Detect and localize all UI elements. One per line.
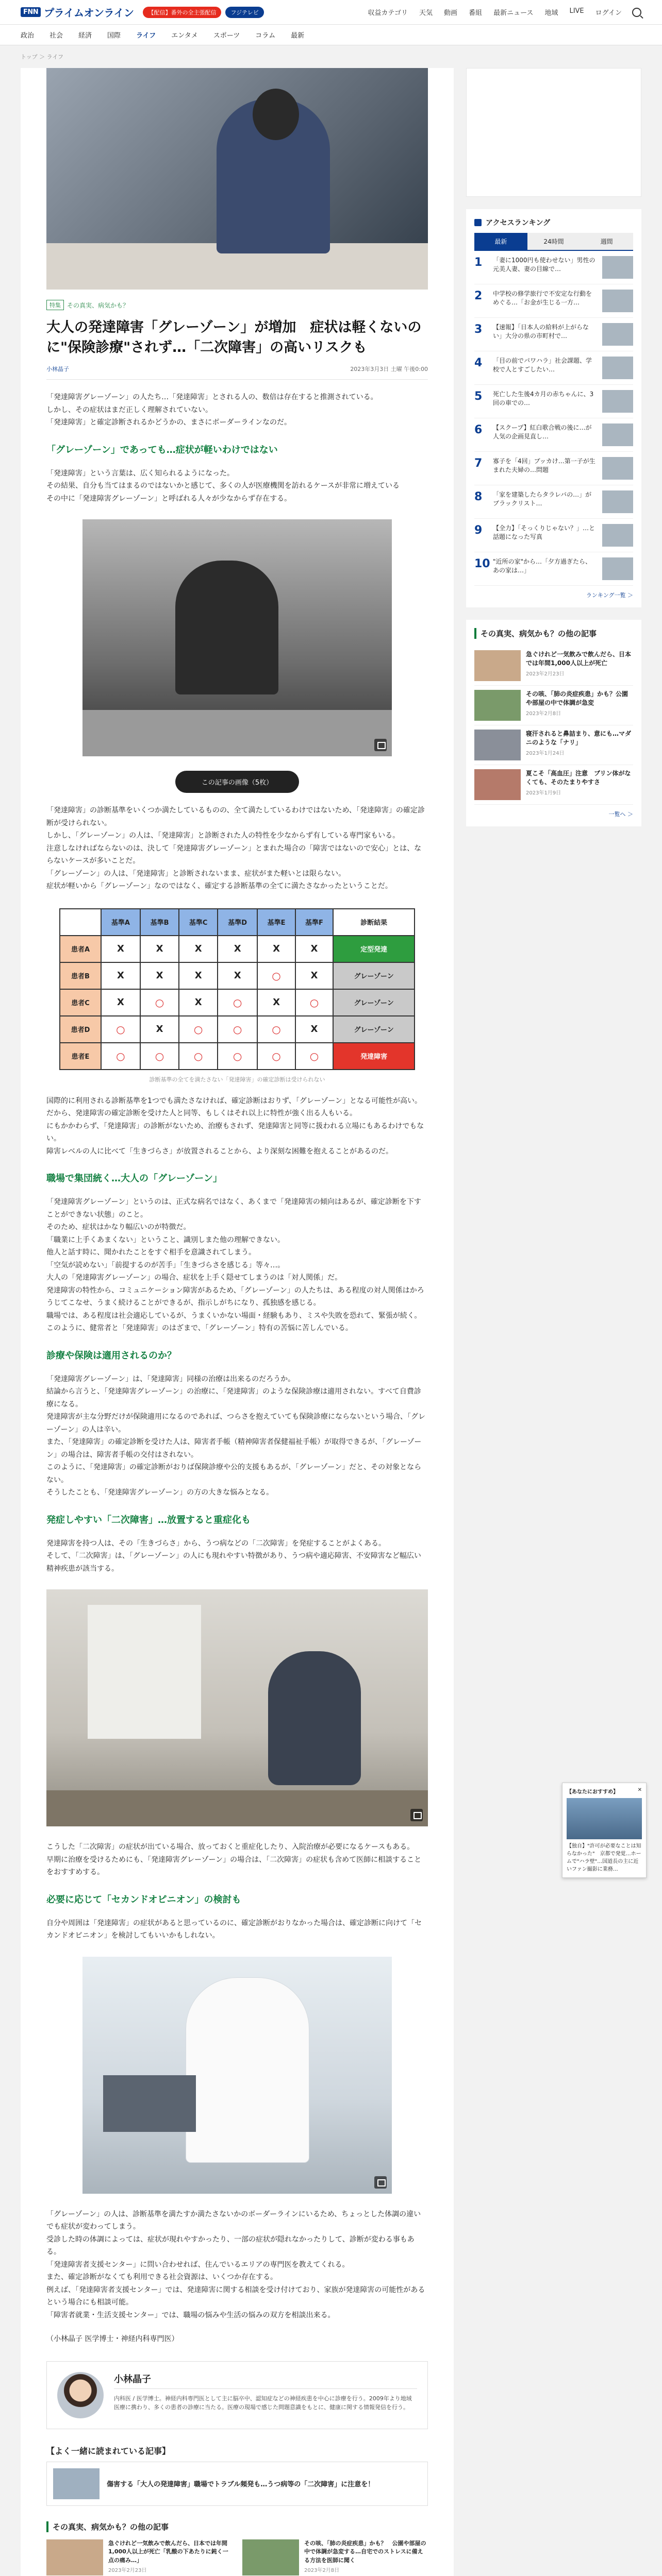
- ranking-item[interactable]: [474, 519, 633, 552]
- rank-title: 中学校の修学旅行で不安定な行動をめぐる…「お金が生じる一方…: [493, 290, 592, 307]
- rank-number: 5: [474, 390, 483, 403]
- logo-mark: FNN: [21, 7, 41, 17]
- criteria-met-cell: ○: [179, 1043, 218, 1070]
- criteria-unmet-cell: X: [257, 936, 295, 962]
- criteria-unmet-cell: X: [257, 989, 295, 1016]
- article-date: 2023年3月3日 土曜 午後0:00: [350, 366, 428, 373]
- category-nav: [0, 25, 662, 45]
- list-thumbnail: [474, 650, 521, 681]
- photo-doctor-coat: [186, 1977, 309, 2163]
- text-line: また、「発達障害」の確定診断を受けた人は、障害者手帳（精神障害者保健福祉手帳）が取得できるが、「グレーゾーン」の場合は、障害者手帳の交付はされない。: [46, 1438, 422, 1459]
- criteria-unmet-cell: X: [295, 936, 333, 962]
- list-title: 寝汗されると鼻詰まり、意にも…マダニのような「ナリ」: [526, 730, 632, 747]
- top-nav-item[interactable]: LIVE: [569, 7, 584, 15]
- criteria-met-cell: ○: [218, 1043, 257, 1070]
- text-line: だから、発達障害の確定診断を受けた人と同等、もしくはそれ以上に特性が強く出る人もいる。: [46, 1109, 357, 1118]
- byline: （小林晶子 医学博士・神経内科専門医）: [46, 2335, 179, 2344]
- table-row: [60, 936, 415, 962]
- rank-thumbnail: [602, 323, 633, 346]
- table-row: [60, 1043, 415, 1070]
- criteria-unmet-cell: X: [101, 989, 140, 1016]
- text-line: 結論から言うと、「発達障害グレーゾーン」の治療に、「発達障害」のような保険診療は適用されない。すべて自費診療になる。: [46, 1387, 421, 1409]
- related-heading: 【よく一緒に読まれている記事】: [46, 2446, 171, 2456]
- close-icon[interactable]: ✕: [637, 1787, 642, 1793]
- series-articles: [46, 2521, 428, 2576]
- criteria-unmet-cell: X: [179, 936, 218, 962]
- list-date: 2023年2月8日: [526, 710, 561, 717]
- row-label: 患者A: [60, 936, 101, 962]
- rank-thumbnail: [602, 490, 633, 513]
- category-tab-active[interactable]: ライフ: [136, 32, 156, 40]
- text-line: 早期に治療を受けるためにも、「発達障害グレーゾーン」の場合は、「二次障害」の症状も含めて医師に相談することをおすすめする。: [46, 1855, 422, 1877]
- article-photo-doctor[interactable]: [82, 1957, 392, 2194]
- list-date: 2023年2月8日: [304, 2568, 340, 2574]
- list-item[interactable]: [474, 686, 633, 725]
- ranking-heading: [474, 217, 633, 228]
- breadcrumb[interactable]: トップ ＞ ライフ: [21, 54, 64, 60]
- top-nav-item[interactable]: 最新ニュース: [493, 9, 534, 17]
- rank-number: 2: [474, 290, 483, 302]
- author-bio: 内科医 / 医学博士。神経内科専門医として主に脳卒中、認知症などの神経疾患を中心に診療を行う。2009年より地域医療に携わり、多くの患者の診療に当たる。医療の現場で感じた問題意識をもとに、健康に関する情報発信を行う。: [114, 2395, 412, 2411]
- table-header: 基準F: [295, 909, 333, 936]
- rank-title: "近所の家"から…「夕方過ぎたら、あの家は…」: [493, 558, 592, 574]
- paragraph: [46, 1095, 428, 1158]
- content-layout: [0, 68, 662, 2576]
- criteria-met-cell: ○: [101, 1016, 140, 1043]
- text-line: 「発達障害」という言葉は、広く知られるようになった。: [46, 469, 234, 478]
- photo-window: [88, 1605, 201, 1739]
- text-line: 「職業に上手くあまくない」ということ、識別しまた他の理解できない。: [46, 1235, 285, 1244]
- section-heading: 診療や保険は適用されるのか？: [46, 1350, 176, 1361]
- criteria-met-cell: ○: [218, 989, 257, 1016]
- series-grid: [46, 2539, 428, 2576]
- rank-number: 1: [474, 256, 483, 269]
- criteria-unmet-cell: X: [179, 962, 218, 989]
- category-tab[interactable]: エンタメ: [171, 32, 198, 40]
- photo-child-figure: [268, 1651, 361, 1785]
- diagnosis-table[interactable]: [59, 908, 415, 1070]
- text-line: 受診した時の体調によっては、症状が現れやすかったり、一部の症状が隠れなかったりして、診断が変わる事もある。: [46, 2235, 415, 2257]
- expand-icon[interactable]: [374, 739, 387, 751]
- table-caption: 診断基準の全てを満たさない「発達障害」の確定診断は受けられない: [149, 1076, 325, 1083]
- paragraph: [46, 1537, 428, 1575]
- article-title: 大人の発達障害「グレーゾーン」が増加 症状は軽くないのに"保険診療"されず…「二次障害」の高いリスクも: [46, 319, 422, 356]
- popup-thumbnail[interactable]: [567, 1798, 642, 1839]
- diagnosis-result-cell: 定型発達: [333, 936, 415, 962]
- paragraph-intro: [46, 391, 428, 429]
- paragraph: [46, 1196, 428, 1335]
- article-author[interactable]: 小林晶子: [46, 366, 69, 373]
- photo-floor: [46, 1790, 428, 1826]
- text-line: 「グレーゾーン」の人は、「発達障害」と診断されないまま、症状がまた軽いとは限らない。: [46, 869, 346, 878]
- expand-icon[interactable]: [374, 2176, 387, 2189]
- category-tab[interactable]: 国際: [107, 32, 121, 40]
- list-item[interactable]: [474, 725, 633, 765]
- table-row: [60, 989, 415, 1016]
- text-line: 「発達障害グレーゾーン」は、「発達障害」同様の治療は出来るのだろうか。: [46, 1375, 295, 1383]
- search-icon[interactable]: [632, 8, 641, 17]
- criteria-unmet-cell: X: [101, 962, 140, 989]
- sidebar: [466, 68, 641, 2576]
- table-corner: [60, 909, 101, 936]
- rank-number: 4: [474, 357, 483, 369]
- criteria-unmet-cell: X: [140, 1016, 179, 1043]
- criteria-met-cell: ○: [140, 989, 179, 1016]
- text-line: こうした「二次障害」の症状が出ている場合、放っておくと重症化したり、入院治療が必要になるケースもある。: [46, 1843, 415, 1852]
- row-label: 患者E: [60, 1043, 101, 1070]
- paragraph: [46, 467, 428, 505]
- rank-title: 【速報】「日本人の給料が上がらない」大分の県の市町村で…: [493, 324, 589, 340]
- ranking-item[interactable]: [474, 418, 633, 452]
- ranking-item[interactable]: [474, 485, 633, 519]
- rank-thumbnail: [602, 256, 633, 279]
- rank-number: 8: [474, 490, 483, 503]
- photo-desk: [82, 710, 392, 756]
- top-nav-item[interactable]: 収益カテゴリ: [368, 9, 408, 17]
- popup-text[interactable]: 【独自】"許可が必要なことは知らなかった" 京都で発覚…ホームで"ハラ壁"…国道長の主に近いファン撮影に業務…: [567, 1843, 641, 1872]
- criteria-unmet-cell: X: [295, 962, 333, 989]
- ranking-title: アクセスランキング: [486, 219, 551, 227]
- author-name[interactable]: 小林晶子: [114, 2372, 417, 2389]
- criteria-met-cell: ○: [257, 1016, 295, 1043]
- ranking-item[interactable]: [474, 452, 633, 485]
- top-nav-item[interactable]: 動画: [444, 9, 458, 17]
- text-line: 例えば、「発達障害者支援センター」では、発達障害に関する相談を受け付けており、家族が発達障害の可能性があるという場合にも相談可能。: [46, 2285, 425, 2307]
- article-photo-worried-man[interactable]: [82, 519, 392, 756]
- paragraph: [46, 2208, 428, 2322]
- table-header: 基準D: [218, 909, 257, 936]
- list-thumbnail: [474, 769, 521, 800]
- table-row: [60, 962, 415, 989]
- diagnosis-result-cell: グレーゾーン: [333, 962, 415, 989]
- gallery-button[interactable]: この記事の画像（5枚）: [175, 771, 299, 793]
- related-thumbnail: [53, 2468, 100, 2499]
- text-line: 発達障害の特性から、コミュニケーション障害があるため、「グレーゾーン」の人たちは、ある程度の対人関係はかろうじてこなせ、うまく続けることができるが、指示しがちになり、孤独感を感じる。: [46, 1286, 424, 1308]
- ranking-item[interactable]: [474, 552, 633, 586]
- related-title: 傷害する「大人の発達障害」職場でトラブル頻発も…うつ病等の「二次障害」に注意を！: [107, 2481, 375, 2489]
- list-date: 2023年1月24日: [526, 750, 565, 756]
- ranking-more-link[interactable]: ランキング一覧 ＞: [586, 592, 633, 599]
- text-line: そうしたことも、「発達障害グレーゾーン」の方の大きな悩みとなる。: [46, 1488, 274, 1497]
- text-line: 大人の「発達障害グレーゾーン」の場合、症状を上手く隠せてしまうのは「対人関係」だ。: [46, 1274, 342, 1282]
- paragraph: [46, 1917, 428, 1942]
- list-date: 2023年2月23日: [108, 2568, 147, 2574]
- rank-number: 9: [474, 524, 483, 537]
- list-thumbnail: [46, 2539, 103, 2575]
- list-title: 急ぐけれど一気飲みで飲んだら、日本では年間1,000人以上が死亡「乳酸の下あたりに鈍く一点の痛み…」: [108, 2539, 228, 2564]
- diagnosis-result-cell: グレーゾーン: [333, 1016, 415, 1043]
- series-more-link[interactable]: 一覧へ ＞: [608, 811, 633, 818]
- list-thumbnail: [242, 2539, 299, 2575]
- top-nav-item[interactable]: 地域: [544, 9, 558, 17]
- logo-text: プライムオンライン: [44, 7, 134, 19]
- list-date: 2023年2月23日: [526, 671, 565, 677]
- ranking-box: [466, 209, 641, 607]
- expand-icon[interactable]: [410, 1809, 423, 1821]
- rank-thumbnail: [602, 557, 633, 580]
- text-line: しかし、「グレーゾーン」の人は、「発達障害」と診断された人の特性を少なからず有している専門家もいる。: [46, 832, 400, 840]
- photo-laptop: [103, 2075, 196, 2132]
- site-logo[interactable]: [21, 5, 134, 20]
- rank-thumbnail: [602, 457, 633, 480]
- top-nav: [368, 7, 622, 17]
- rank-number: 10: [474, 557, 490, 570]
- table-header: 診断結果: [333, 909, 415, 936]
- article-body: [21, 290, 454, 2576]
- table-header: 基準E: [257, 909, 295, 936]
- paragraph: [46, 804, 428, 893]
- row-label: 患者D: [60, 1016, 101, 1043]
- list-item[interactable]: [46, 2539, 232, 2575]
- paragraph: [46, 1841, 428, 1879]
- text-line: 国際的に利用される診断基準を1つでも満たさなければ、確定診断はおりず、「グレーゾーン」となる可能性が高い。: [46, 1096, 422, 1105]
- rank-number: 6: [474, 423, 483, 436]
- table-header-row: [60, 909, 415, 936]
- text-line: そのため、症状はかなり幅広いのが特徴だ。: [46, 1223, 191, 1232]
- diagnosis-grid: [59, 908, 415, 1070]
- rank-title: 【スクープ】紅白歌合戦の後に…が人気の企画見直し…: [493, 424, 592, 440]
- top-header: [0, 0, 662, 25]
- table-header: 基準C: [179, 909, 218, 936]
- list-item[interactable]: [474, 765, 633, 805]
- category-tab[interactable]: スポーツ: [213, 32, 240, 40]
- text-line: 「発達障害グレーゾーン」というのは、正式な病名ではなく、あくまで「発達障害の傾向はあるが、確定診断を下すことができない状態」のこと。: [46, 1198, 421, 1219]
- list-thumbnail: [474, 690, 521, 721]
- hero-image[interactable]: [46, 68, 428, 290]
- related-article[interactable]: [46, 2462, 428, 2506]
- text-line: にもかかわらず、「発達障害」の診断がないため、治療もされず、発達障害と同等に扱われる立場にもあるわけでもない。: [46, 1122, 424, 1143]
- text-line: また、確定診断がなくても利用できる社会資源は、いくつか存在する。: [46, 2273, 277, 2282]
- series-heading: その真実、病気かも？の他の記事: [46, 2521, 428, 2532]
- rank-thumbnail: [602, 423, 633, 446]
- article-tagline: [46, 300, 428, 310]
- text-line: しかし、その症状はまだ正しく理解されていない。: [46, 405, 212, 414]
- top-nav-item[interactable]: 番組: [469, 9, 483, 17]
- criteria-unmet-cell: X: [295, 1016, 333, 1043]
- popup-title: 【あなたにおすすめ】: [567, 1789, 619, 1795]
- ranking-item[interactable]: [474, 351, 633, 385]
- ad-slot[interactable]: [466, 68, 641, 197]
- criteria-unmet-cell: X: [140, 962, 179, 989]
- popup-header: [567, 1787, 642, 1795]
- ranking-list: [474, 251, 633, 586]
- section-heading: 発症しやすい「二次障害」…放置すると重症化も: [46, 1514, 251, 1526]
- category-tab[interactable]: 経済: [78, 32, 92, 40]
- table-header: 基準B: [140, 909, 179, 936]
- article-tag[interactable]: 特集: [46, 300, 64, 310]
- criteria-unmet-cell: X: [218, 936, 257, 962]
- text-line: 「空気が読めない」「前提するのが苦手」「生きづらさを感じる」等々…。: [46, 1261, 285, 1269]
- table-row: [60, 1016, 415, 1043]
- text-line: このように、健常者と「発達障害」のはざまで、「グレーゾーン」特有の苦悩に苦しんでいる。: [46, 1324, 353, 1333]
- tab-latest[interactable]: 最新: [474, 233, 527, 250]
- rank-thumbnail: [602, 290, 633, 312]
- paragraph: [46, 1373, 428, 1499]
- sidebar-series: [466, 620, 641, 826]
- rank-title: 死亡した生後4カ月の赤ちゃんに、3回の車での…: [493, 391, 594, 407]
- list-title: その咳、「肺の炎症疾患」かも？ 公園や部屋の中で体調が急変する…自宅でのストレスに備える方法を医師に聞く: [304, 2539, 426, 2564]
- text-line: 自分や周囲は「発達障害」の症状があると思っているのに、確定診断がおりなかった場合は、確定診断に向けて「セカンドオピニオン」を検討してもいいかもしれない。: [46, 1919, 422, 1940]
- category-tab[interactable]: 政治: [21, 32, 35, 40]
- rank-title: 【全力】「そっくりじゃない？」…と話題になった写真: [493, 524, 595, 541]
- ranking-item[interactable]: [474, 251, 633, 284]
- promo-badge[interactable]: 【配信】番外の全主張配信: [143, 7, 221, 18]
- list-text: [304, 2539, 428, 2575]
- criteria-unmet-cell: X: [179, 989, 218, 1016]
- section-heading: 職場で集団統く…大人の「グレーゾーン」: [46, 1173, 222, 1184]
- criteria-met-cell: ○: [295, 989, 333, 1016]
- top-nav-item[interactable]: 天気: [419, 9, 433, 17]
- sidebar-series-heading: その真実、病気かも？の他の記事: [474, 628, 633, 639]
- top-nav-item[interactable]: ログイン: [595, 9, 622, 17]
- list-thumbnail: [474, 730, 521, 760]
- article-meta: [46, 365, 428, 380]
- criteria-met-cell: ○: [257, 962, 295, 989]
- rank-thumbnail: [602, 390, 633, 413]
- text-line: 発達障害が主な分野だけが保険適用になるのであれば、つらさを抱えていても保険診療にならないという場合、「グレーゾーン」の人は辛い。: [46, 1413, 425, 1434]
- list-date: 2023年1月9日: [526, 790, 561, 796]
- text-line: その中に「発達障害グレーゾーン」と呼ばれる人々が少なからず存在する。: [46, 494, 292, 503]
- rank-thumbnail: [602, 357, 633, 379]
- author-info: [114, 2372, 417, 2418]
- list-title: 夏こそ「高血圧」注意 ブリン体がなくても、そのたまりやすさ: [526, 770, 631, 786]
- avatar[interactable]: [57, 2372, 104, 2418]
- list-item[interactable]: [474, 646, 633, 686]
- rank-number: 7: [474, 457, 483, 470]
- rank-title: 「妻に1000円も使わせない」男性の元美人妻、妻の目線で…: [493, 257, 595, 273]
- criteria-met-cell: ○: [218, 1016, 257, 1043]
- text-line: 注意しなければならないのは、決して「発達障害グレーゾーン」とまれた場合の「障害ではないので安心」とは、ならないケースが多いことだ。: [46, 844, 422, 866]
- text-line: 「障害者就業・生活支援センター」では、職場の悩みや生活の悩みの双方を相談出来る。: [46, 2311, 335, 2319]
- criteria-unmet-cell: X: [218, 962, 257, 989]
- text-line: 「発達障害」の診断基準をいくつか満たしているものの、全て満たしているわけではないため、「発達障害」の確定診断が受けられない。: [46, 806, 425, 827]
- article-main: [21, 68, 454, 2576]
- text-line: 症状が軽いから「グレーゾーン」なのではなく、確定する診断基準の全てに満たさなかったということだ。: [46, 882, 392, 891]
- ranking-item[interactable]: [474, 284, 633, 318]
- rank-title: 「目の前でパワハラ」社会課題、学校で人とすごしたい…: [493, 357, 592, 374]
- text-line: 障害レベルの人に比べて「生きづらさ」が放置されることから、より深刻な困難を抱えることがあるのだ。: [46, 1147, 393, 1156]
- text-line: その結果、自分も当てはまるのではないかと感じて、多くの人が医療機関を訪れるケースが非常に増えている: [46, 482, 400, 490]
- criteria-met-cell: ○: [179, 1016, 218, 1043]
- article-series[interactable]: その真実、病気かも？: [67, 301, 129, 309]
- table-header: 基準A: [101, 909, 140, 936]
- diagnosis-result-cell: 発達障害: [333, 1043, 415, 1070]
- category-tab[interactable]: 最新: [291, 32, 305, 40]
- rank-number: 3: [474, 323, 483, 336]
- row-label: 患者C: [60, 989, 101, 1016]
- photo-figure: [175, 561, 278, 694]
- ranking-tabs: [474, 233, 633, 251]
- text-line: 職場では、ある程度は社会適応しているが、うまくいかない場面・経験もあり、ミスや失敗を恐れて、緊張が続く。: [46, 1311, 422, 1320]
- criteria-met-cell: ○: [140, 1043, 179, 1070]
- ranking-item[interactable]: [474, 385, 633, 418]
- author-box: [46, 2361, 428, 2429]
- text-line: このように、「発達障害」の確定診断がおりば保険診療や公的支援もあるが、「グレーゾーン」だと、その対象とならない。: [46, 1463, 422, 1484]
- category-tab[interactable]: 社会: [49, 32, 63, 40]
- list-text: [526, 730, 633, 760]
- text-line: そして、「二次障害」は、「グレーゾーン」の人にも現れやすい特徴があり、うつ病や適応障害、不安障害など幅広い精神疾患が該当する。: [46, 1552, 421, 1573]
- article-photo-child[interactable]: [46, 1589, 428, 1826]
- rank-thumbnail: [602, 524, 633, 547]
- criteria-met-cell: ○: [101, 1043, 140, 1070]
- section-heading: 「グレーゾーン」であっても…症状が軽いわけではない: [46, 444, 278, 455]
- text-line: 「発達障害者支援センター」に問い合わせれば、住んでいるエリアの専門医を教えてくれる。: [46, 2260, 350, 2269]
- criteria-met-cell: ○: [257, 1043, 295, 1070]
- rank-title: 「家を建築したらタラレバの…」がブラックリスト…: [493, 491, 592, 507]
- list-title: その咳、「肺の炎症疾患」かも？公園や部屋の中で体調が急変: [526, 690, 628, 707]
- section-heading: 必要に応じて「セカンドオピニオン」の検討も: [46, 1894, 241, 1905]
- row-label: 患者B: [60, 962, 101, 989]
- hero-head: [253, 89, 299, 140]
- list-text: [526, 769, 633, 800]
- diagnosis-result-cell: グレーゾーン: [333, 989, 415, 1016]
- criteria-unmet-cell: X: [140, 936, 179, 962]
- tab-24h[interactable]: 24時間: [527, 233, 581, 250]
- ranking-icon: [474, 219, 482, 226]
- list-text: [526, 690, 633, 721]
- text-line: 他人と話す時に、聞かれたことをすぐ相手を意識されてしまう。: [46, 1248, 256, 1257]
- list-text: [526, 650, 633, 681]
- list-text: [108, 2539, 232, 2575]
- tab-weekly[interactable]: 週間: [580, 233, 633, 250]
- text-line: 「グレーゾーン」の人は、診断基準を満たすか満たさないかのボーダーラインにいるため、ちょっとした体調の違いでも症状が変わってしまう。: [46, 2210, 421, 2231]
- criteria-unmet-cell: X: [101, 936, 140, 962]
- text-line: 「発達障害」と確定診断されるかどうかの、まさにボーダーラインなのだ。: [46, 418, 292, 427]
- criteria-met-cell: ○: [295, 1043, 333, 1070]
- list-item[interactable]: [242, 2539, 428, 2575]
- list-title: 急ぐけれど一気飲みで飲んだら、日本では年間1,000人以上が死亡: [526, 651, 632, 667]
- recommend-popup[interactable]: [562, 1783, 647, 1878]
- ranking-item[interactable]: [474, 318, 633, 351]
- category-tab[interactable]: コラム: [255, 32, 276, 40]
- text-line: 「発達障害グレーゾーン」の人たち…「発達障害」とされる人の、数倍は存在すると推測されている。: [46, 393, 378, 402]
- text-line: 発達障害を持つ人は、その「生きづらさ」から、うつ病などの「二次障害」を発症することがよくある。: [46, 1539, 386, 1548]
- promo-button[interactable]: フジテレビ: [225, 7, 263, 18]
- rank-title: 寡子を「4回」ブッカけ…第一子が生まれた夫婦の…問題: [493, 457, 595, 474]
